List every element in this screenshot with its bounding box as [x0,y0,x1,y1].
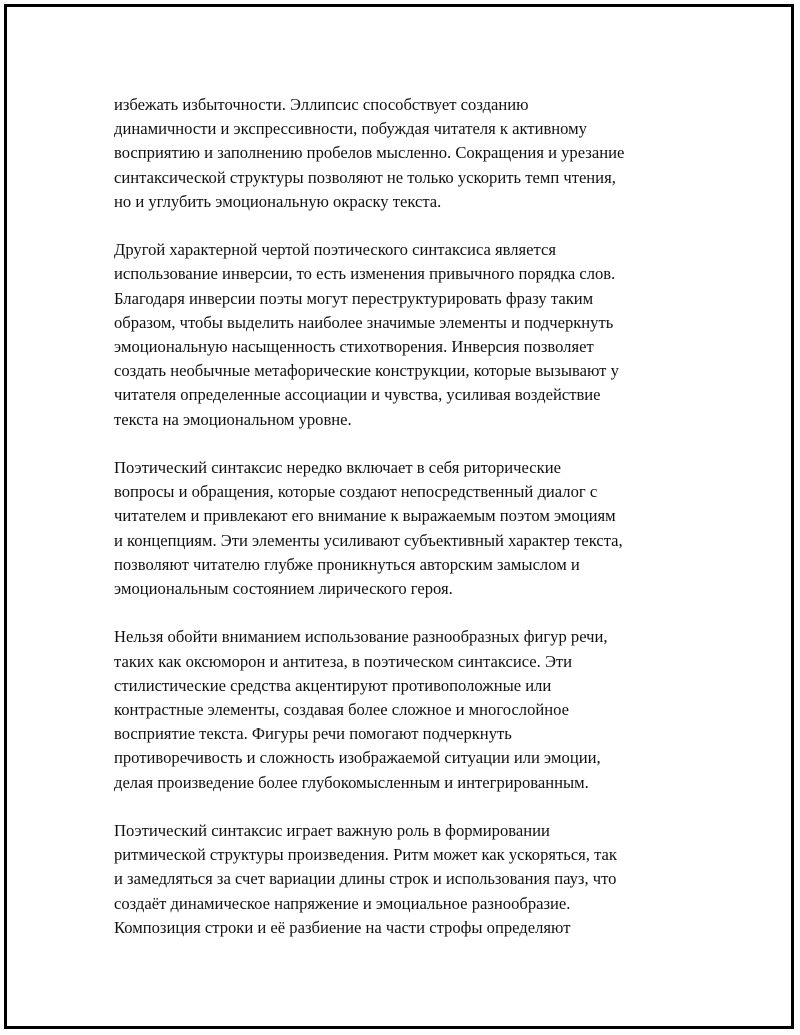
text-line: Композиция строки и её разбиение на части строфы определяют [114,917,571,937]
paragraph-figures-of-speech [114,625,694,794]
text-line: Другой характерной чертой поэтического синтаксиса является [114,240,557,260]
text-line: позволяют читателю глубже проникнуться авторским замыслом и [114,554,580,574]
text-line: и концепциям. Эти элементы усиливают субъективный характер текста, [114,530,623,550]
text-line: вопросы и обращения, которые создают непосредственный диалог с [114,482,598,502]
text-line: избежать избыточности. Эллипсис способствует созданию [114,95,529,114]
paragraph-inversion [114,238,694,432]
text-line: стилистические средства акцентируют противоположные или [114,675,552,695]
text-line: эмоциональную насыщенность стихотворения. Инверсия позволяет [114,337,594,357]
text-line: но и углубить эмоциональную окраску текста. [114,191,442,211]
text-line: использование инверсии, то есть изменения привычного порядка слов. [114,264,616,284]
document-body [114,93,694,964]
text-line: делая произведение более глубокомысленным и интегрированным. [114,772,589,792]
text-line: текста на эмоциональном уровне. [114,409,352,429]
text-line: читателя определенные ассоциации и чувства, усиливая воздействие [114,385,601,405]
text-line: Поэтический синтаксис нередко включает в себя риторические [114,458,561,478]
text-line: восприятие текста. Фигуры речи помогают подчеркнуть [114,724,512,744]
text-line: эмоциональным состоянием лирического героя. [114,579,453,599]
text-line: ритмической структуры произведения. Ритм может как ускоряться, так [114,845,617,865]
paragraph-rhythm [114,819,694,940]
text-line: создаёт динамическое напряжение и эмоциальное разнообразие. [114,893,571,913]
text-line: читателем и привлекают его внимание к выражаемым поэтом эмоциям [114,506,616,526]
text-line: и замедляться за счет вариации длины строк и использования пауз, что [114,869,617,889]
text-line: синтаксической структуры позволяют не только ускорить темп чтения, [114,167,616,187]
text-line: восприятию и заполнению пробелов мысленно. Сокращения и урезание [114,143,625,163]
text-line: Благодаря инверсии поэты могут переструктурировать фразу таким [114,288,594,308]
text-line: таких как оксюморон и антитеза, в поэтическом синтаксисе. Эти [114,651,573,671]
text-line: контрастные элементы, создавая более сложное и многослойное [114,700,570,720]
paragraph-rhetorical-questions [114,456,694,601]
text-line: создать необычные метафорические конструкции, которые вызывают у [114,361,619,381]
paragraph-ellipsis [114,93,694,214]
text-line: динамичности и экспрессивности, побуждая читателя к активному [114,119,587,139]
text-line: Поэтический синтаксис играет важную роль в формировании [114,821,550,841]
text-line: противоречивость и сложность изображаемой ситуации или эмоции, [114,748,601,768]
text-line: образом, чтобы выделить наиболее значимые элементы и подчеркнуть [114,312,614,332]
text-line: Нельзя обойти вниманием использование разнообразных фигур речи, [114,627,608,647]
